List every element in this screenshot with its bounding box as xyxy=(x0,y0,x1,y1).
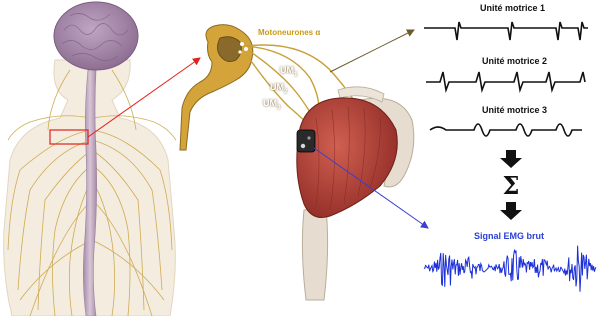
emg-waveform xyxy=(424,246,596,292)
motor-unit-1-label: Unité motrice 1 xyxy=(480,3,546,13)
raw-emg-label: Signal EMG brut xyxy=(474,231,545,241)
motor-unit-1-short-label xyxy=(280,66,297,78)
um1-sub: 1 xyxy=(294,71,298,78)
deltoid-muscle xyxy=(297,98,397,218)
motor-unit-3-trace xyxy=(430,124,582,136)
body-nervous-system xyxy=(4,2,176,316)
motor-unit-2-label: Unité motrice 2 xyxy=(482,56,548,66)
motoneurons-label: Motoneurones α xyxy=(258,28,321,37)
down-arrow-icon xyxy=(500,202,522,220)
brain xyxy=(54,2,138,70)
raw-emg-signal xyxy=(424,246,596,292)
brown-pointer-arrow xyxy=(330,30,414,72)
electrode-icon xyxy=(297,130,315,152)
motor-unit-1-trace xyxy=(424,22,588,40)
shoulder-muscle xyxy=(297,87,414,300)
motor-unit-3-label: Unité motrice 3 xyxy=(482,105,548,115)
motor-unit-2-trace xyxy=(426,72,585,90)
motor-unit-3-short-label xyxy=(263,99,280,111)
motoneuron-cell-1 xyxy=(240,42,244,46)
humerus-bone xyxy=(302,208,327,300)
motoneuron-cell-3 xyxy=(238,50,241,53)
um2-sub: 2 xyxy=(284,88,288,95)
down-arrow-icon xyxy=(500,150,522,168)
motor-unit-2-short-label xyxy=(270,83,287,95)
um1-base: UM xyxy=(280,65,294,75)
um2-base: UM xyxy=(270,82,284,92)
um3-sub: 3 xyxy=(277,104,281,111)
sum-symbol: Σ xyxy=(502,171,520,200)
motoneuron-cell-2 xyxy=(244,47,248,51)
um3-base: UM xyxy=(263,98,277,108)
